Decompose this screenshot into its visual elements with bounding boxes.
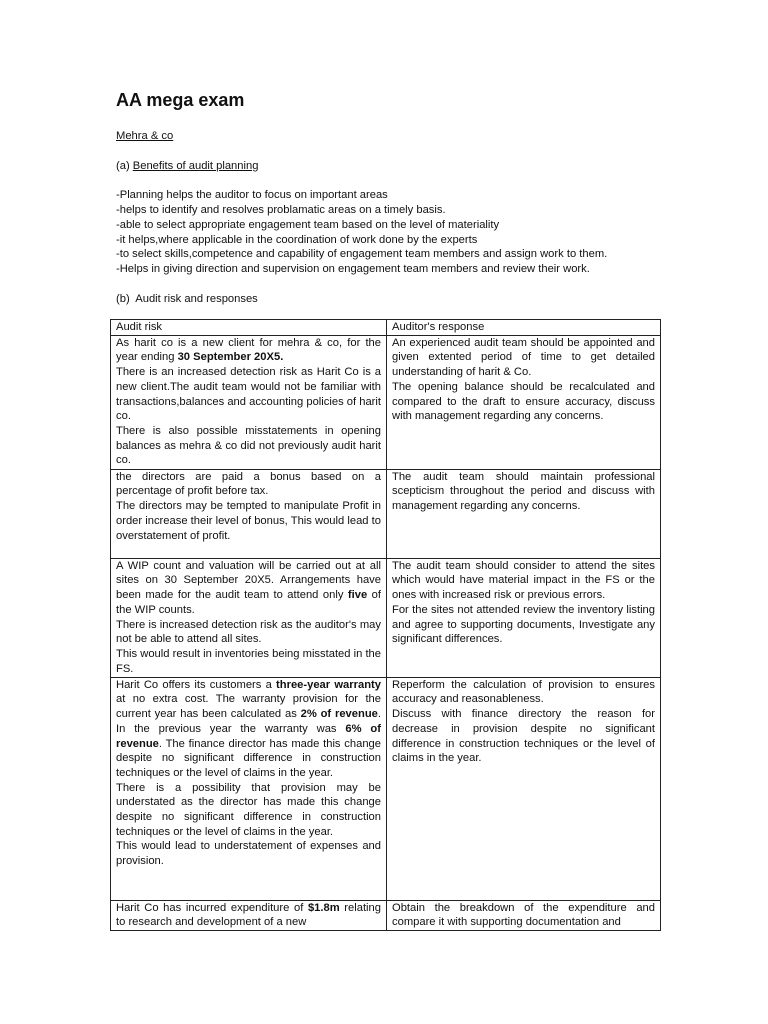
section-b-heading: (b) Audit risk and responses: [116, 292, 258, 305]
risk-text: The directors may be tempted to manipulate Profit in order increase their level of bonus, This would lead to overstatement of profit.: [116, 500, 381, 542]
response-cell: [387, 677, 661, 900]
risk-text: There is a possibility that provision may be understated as the director has made this change despite no significant difference in construction techniques or the level of claims in the year.: [116, 781, 381, 838]
table-row: [111, 335, 661, 469]
list-item: -Planning helps the auditor to focus on important areas: [116, 189, 388, 202]
response-cell: [387, 335, 661, 469]
risk-text: Harit Co has incurred expenditure of: [116, 901, 308, 914]
table-row: [111, 469, 661, 558]
company-name: Mehra & co: [116, 130, 174, 142]
document-title: AA mega exam: [116, 90, 245, 110]
risk-emphasis: 30 September 20X5.: [177, 351, 284, 364]
risk-emphasis: $1.8m: [307, 901, 340, 914]
header-audit-risk: Audit risk: [111, 320, 387, 336]
table-header-row: [111, 320, 661, 336]
table-row: [111, 900, 661, 930]
risk-text: . In the previous year the warranty was: [116, 708, 381, 735]
response-text: The audit team should consider to attend the sites which would have material impact in the FS or the ones with increased risk or previous errors.: [392, 559, 655, 602]
risk-text: There is increased detection risk as the auditor's may not be able to attend all sites.: [116, 618, 381, 646]
risk-emphasis: 2% of revenue: [300, 708, 378, 721]
risk-cell: [111, 469, 387, 558]
table-row: [111, 558, 661, 677]
risk-text: . The finance director has made this change despite no significant difference in construction techniques or the level of claims in the year.: [116, 737, 381, 779]
risk-text: This would result in inventories being misstated in the FS.: [116, 647, 381, 675]
list-item: -able to select appropriate engagement team based on the level of materiality: [116, 218, 500, 231]
response-cell: [387, 900, 661, 930]
header-auditor-response: Auditor's response: [387, 320, 661, 336]
planning-benefits-list: [116, 188, 661, 276]
risk-cell: [111, 677, 387, 900]
risk-text: A WIP count and valuation will be carried out at all sites on 30 September 20X5. Arrangements have been made for the audit team to attend only: [116, 559, 381, 602]
risk-text: There is also possible misstatements in opening balances as mehra & co did not previously audit harit co.: [116, 424, 381, 467]
risk-cell: [111, 558, 387, 677]
risk-emphasis: three-year warranty: [276, 678, 381, 691]
response-text: The audit team should maintain professional scepticism throughout the period and discuss with management regarding any concerns.: [392, 470, 655, 513]
risk-text: relating to research and development of a new: [116, 901, 381, 929]
list-item: -helps to identify and resolves problamatic areas on a timely basis.: [116, 204, 446, 217]
response-text: An experienced audit team should be appointed and given extented period of time to get detailed understanding of harit & Co.: [392, 336, 655, 379]
section-a-title: Benefits of audit planning: [132, 159, 259, 172]
response-cell: [387, 558, 661, 677]
list-item: -Helps in giving direction and supervision on engagement team members and review their work.: [116, 262, 590, 275]
risk-cell: [111, 335, 387, 469]
risk-cell: [111, 900, 387, 930]
response-text: Reperform the calculation of provision to ensures accuracy and reasonableness.: [392, 678, 655, 706]
risk-text: the directors are paid a bonus based on a percentage of profit before tax.: [116, 470, 381, 498]
risk-text: As harit co is a new client for mehra & co, for the year ending: [116, 336, 381, 364]
risk-text: at no extra cost. The warranty provision for the current year has been calculated as: [116, 693, 381, 721]
risk-text: There is an increased detection risk as Harit Co is a new client.The audit team would not be familiar with transactions,balances and accounting policies of harit co.: [116, 366, 381, 423]
response-text: For the sites not attended review the inventory listing and agree to supporting documents, Investigate any significant differences.: [392, 603, 655, 646]
response-cell: [387, 469, 661, 558]
response-text: The opening balance should be recalculated and compared to the draft to ensure accuracy, discuss with management regarding any concerns.: [392, 380, 655, 423]
response-text: Obtain the breakdown of the expenditure and compare it with supporting documentation and: [392, 901, 655, 929]
risk-text: Harit Co offers its customers a: [116, 678, 277, 691]
table-row: [111, 677, 661, 900]
response-text: Discuss with finance directory the reason for decrease in provision despite no significant difference in construction techniques or the level of claims in the year.: [392, 708, 655, 765]
risk-emphasis: five: [347, 589, 368, 602]
document-page: [116, 88, 661, 306]
risk-text: This would lead to understatement of expenses and provision.: [116, 840, 381, 868]
section-a-prefix: (a): [116, 159, 133, 172]
section-a-heading: [116, 159, 661, 174]
list-item: -to select skills,competence and capability of engagement team members and assign work to them.: [116, 248, 608, 261]
risk-emphasis: 6% of revenue: [116, 722, 381, 750]
list-item: -it helps,where applicable in the coordination of work done by the experts: [116, 233, 478, 246]
audit-risk-table: [110, 319, 661, 931]
risk-text: of the WIP counts.: [116, 589, 381, 616]
